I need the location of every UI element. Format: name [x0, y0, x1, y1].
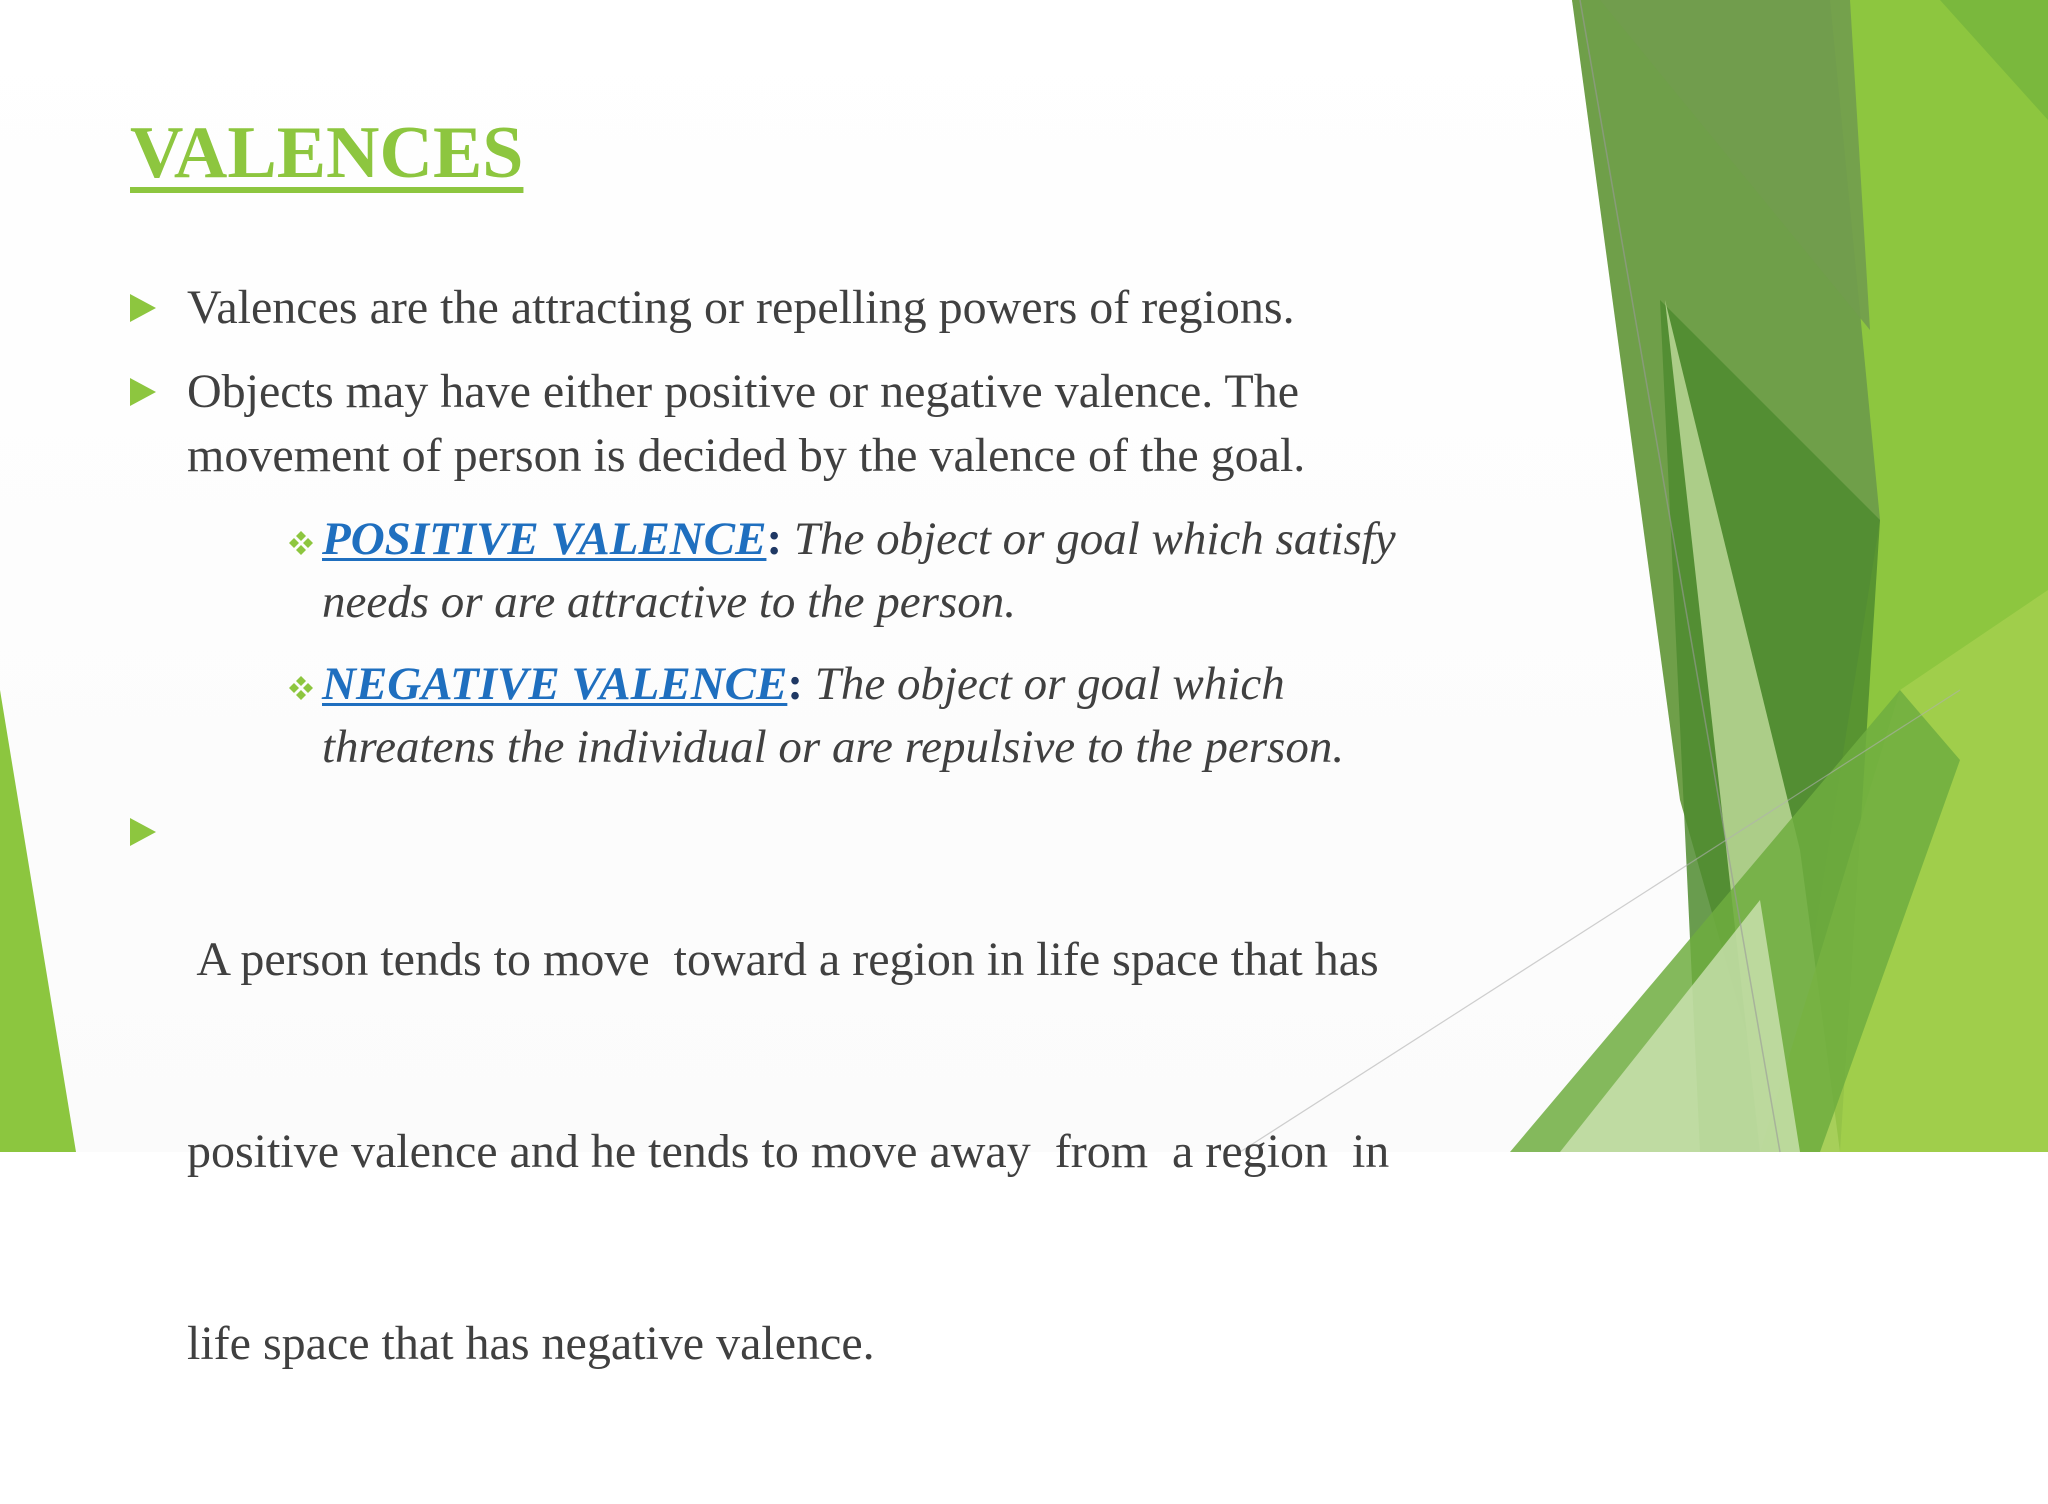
- bullet-text: [187, 800, 1389, 1504]
- sub-bullet-text: [322, 653, 1344, 779]
- bullet-text: [187, 276, 1295, 340]
- triangle-arrow-icon: [130, 378, 156, 406]
- triangle-arrow-icon: [130, 294, 156, 322]
- bullet-line: A person tends to move toward a region in life space that has: [187, 933, 1379, 986]
- bullet-line: positive valence and he tends to move away from a region in: [187, 1125, 1390, 1178]
- slide-title: VALENCES: [130, 112, 524, 194]
- bullet-line: Valences are the attracting or repelling powers of regions.: [187, 281, 1295, 334]
- triangle-arrow-icon: [130, 818, 156, 846]
- bullet-item: [130, 276, 1295, 334]
- sub-bullet-text: [322, 508, 1396, 634]
- bullet-line: Objects may have either positive or negative valence. The: [187, 365, 1300, 418]
- bullet-item: [130, 360, 1306, 482]
- sub-bullet-line: needs or are attractive to the person.: [322, 576, 1016, 628]
- term-negative-valence: NEGATIVE VALENCE: [322, 658, 788, 710]
- bullet-line: life space that has negative valence.: [187, 1317, 875, 1370]
- term-colon: :: [787, 658, 803, 710]
- sub-bullet-line: [322, 653, 1344, 716]
- term-positive-valence: POSITIVE VALENCE: [322, 513, 767, 565]
- bullet-line: movement of person is decided by the valence of the goal.: [187, 429, 1306, 482]
- bullet-text: [187, 360, 1305, 488]
- term-colon: :: [766, 513, 783, 565]
- diamond-icon: [286, 673, 316, 703]
- diamond-icon: [286, 528, 316, 558]
- sub-bullet-line: threatens the individual or are repulsive to the person.: [322, 721, 1345, 773]
- bullet-item: [130, 800, 1390, 1370]
- definition-text: The object or goal which: [803, 658, 1285, 710]
- definition-text: The object or goal which satisfy: [782, 513, 1396, 565]
- sub-bullet-line: [322, 508, 1396, 571]
